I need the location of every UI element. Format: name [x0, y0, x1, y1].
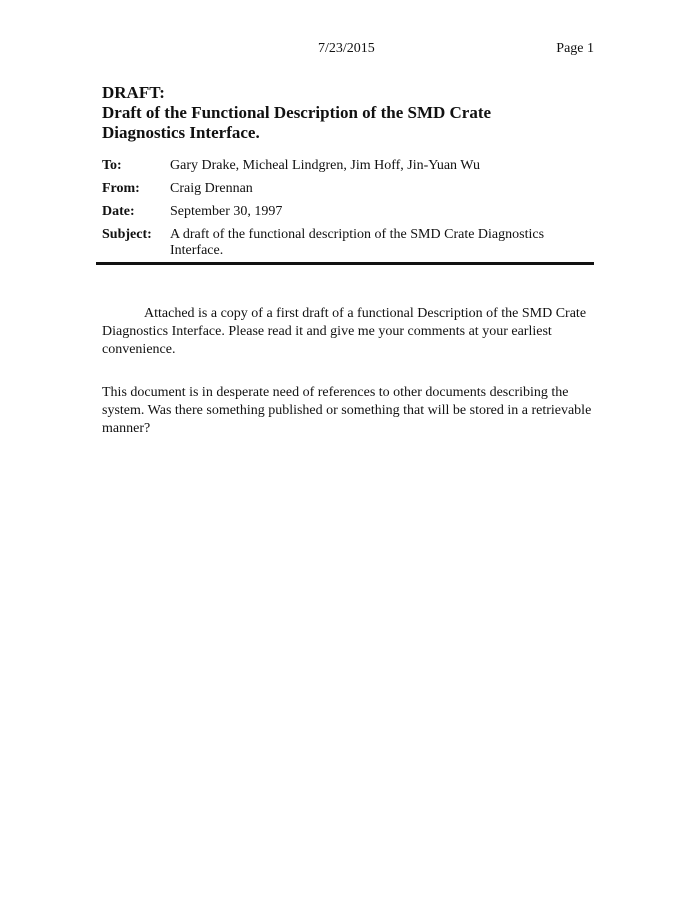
body-paragraph-1: Attached is a copy of a first draft of a functional Description of the SMD Crate Diagnostics Interface. Please read it and give me your comments at your earliest convenience.	[102, 306, 587, 357]
memo-row-from	[102, 181, 594, 197]
body-paragraph-2: This document is in desperate need of references to other documents describing the system. Was there something published or something that will be stored in a retrievable manner?	[102, 385, 592, 436]
title-line-2: Draft of the Functional Description of the SMD Crate	[102, 103, 492, 122]
memo-row-date	[102, 204, 594, 220]
memo-header	[102, 158, 594, 266]
subject-label: Subject:	[102, 227, 152, 242]
header-date: 7/23/2015	[318, 41, 375, 56]
title-line-1: DRAFT:	[102, 83, 165, 102]
header-divider	[96, 262, 594, 265]
title-line-3: Diagnostics Interface.	[102, 123, 260, 142]
date-value: September 30, 1997	[170, 204, 283, 219]
date-label: Date:	[102, 204, 135, 219]
to-label: To:	[102, 158, 122, 173]
subject-value: A draft of the functional description of the SMD Crate Diagnostics Interface.	[170, 227, 545, 258]
memo-row-subject	[102, 227, 594, 259]
from-label: From:	[102, 181, 140, 196]
memo-row-to	[102, 158, 594, 174]
to-value: Gary Drake, Micheal Lindgren, Jim Hoff, Jin-Yuan Wu	[170, 158, 480, 173]
from-value: Craig Drennan	[170, 181, 253, 196]
page-number: Page 1	[556, 41, 594, 56]
document-title	[102, 83, 602, 143]
